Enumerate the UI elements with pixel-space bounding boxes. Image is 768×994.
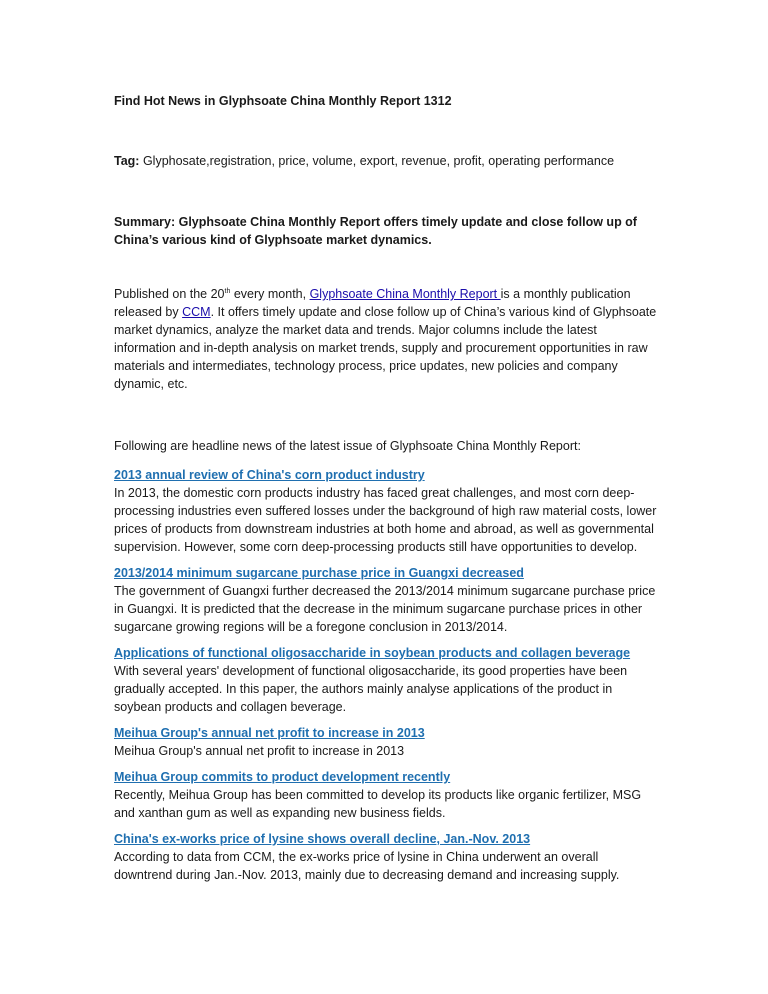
ccm-link[interactable]: CCM — [182, 305, 211, 319]
news-body: In 2013, the domestic corn products industry has faced great challenges, and most corn deep-processing industries even suffered losses under the background of high raw material costs, lower prices of products from downstream industries at both home and abroad, as well as governmental supervision. However, some corn deep-processing products still have opportunities to develop. — [114, 486, 657, 554]
news-title-link[interactable]: China's ex-works price of lysine shows overall decline, Jan.-Nov. 2013 — [114, 832, 531, 846]
news-body: Recently, Meihua Group has been committed to develop its products like organic fertilizer, MSG and xanthan gum as well as expanding new business fields. — [114, 788, 642, 820]
intro-part3: is a monthly publication released by — [114, 287, 631, 319]
intro-paragraph — [114, 285, 659, 393]
tag-label: Tag: — [114, 154, 140, 168]
news-title-link[interactable]: 2013/2014 minimum sugarcane purchase price in Guangxi decreased — [114, 566, 524, 580]
page-title: Find Hot News in Glyphsoate China Monthly Report 1312 — [114, 94, 452, 108]
news-item — [114, 565, 659, 636]
intro-sup: th — [224, 287, 231, 295]
news-title-link[interactable]: Meihua Group commits to product development recently — [114, 770, 451, 784]
news-title-link[interactable]: Meihua Group's annual net profit to increase in 2013 — [114, 726, 425, 740]
news-item — [114, 725, 659, 760]
intro-part1: Published on the 20 — [114, 287, 225, 301]
news-body: According to data from CCM, the ex-works price of lysine in China underwent an overall downtrend during Jan.-Nov. 2013, mainly due to decreasing demand and increasing supply. — [114, 850, 620, 882]
news-item — [114, 467, 659, 556]
summary: Summary: Glyphsoate China Monthly Report offers timely update and close follow up of China’s various kind of Glyphsoate market dynamics. — [114, 215, 637, 247]
news-item — [114, 831, 659, 884]
following-intro: Following are headline news of the latest issue of Glyphsoate China Monthly Report: — [114, 439, 581, 453]
document-content — [114, 83, 659, 884]
intro-part4: . It offers timely update and close follow up of China’s various kind of Glyphsoate market dynamics, analyze the market data and trends. Major columns include the latest information and in-depth analysis on market trends, supply and procurement opportunities in raw materials and intermediates, technology process, price updates, new policies and company dynamic, etc. — [114, 305, 657, 391]
news-body: With several years' development of functional oligosaccharide, its good properties have been gradually accepted. In this paper, the authors mainly analyse applications of the product in soybean products and collagen beverage. — [114, 664, 628, 714]
news-title-link[interactable]: 2013 annual review of China's corn product industry — [114, 468, 425, 482]
news-item — [114, 769, 659, 822]
news-body: The government of Guangxi further decreased the 2013/2014 minimum sugarcane purchase price in Guangxi. It is predicted that the decrease in the minimum sugarcane purchase prices in other sugarcane growing regions will be a foregone conclusion in 2013/2014. — [114, 584, 656, 634]
intro-part2: every month, — [230, 287, 310, 301]
tag-line — [114, 153, 659, 169]
news-title-link[interactable]: Applications of functional oligosaccharide in soybean products and collagen beverage — [114, 646, 631, 660]
news-list — [114, 467, 659, 884]
report-link[interactable]: Glyphsoate China Monthly Report — [309, 287, 501, 301]
news-item — [114, 645, 659, 716]
tag-text: Glyphosate,registration, price, volume, export, revenue, profit, operating performance — [139, 154, 615, 168]
news-body: Meihua Group's annual net profit to increase in 2013 — [114, 744, 405, 758]
